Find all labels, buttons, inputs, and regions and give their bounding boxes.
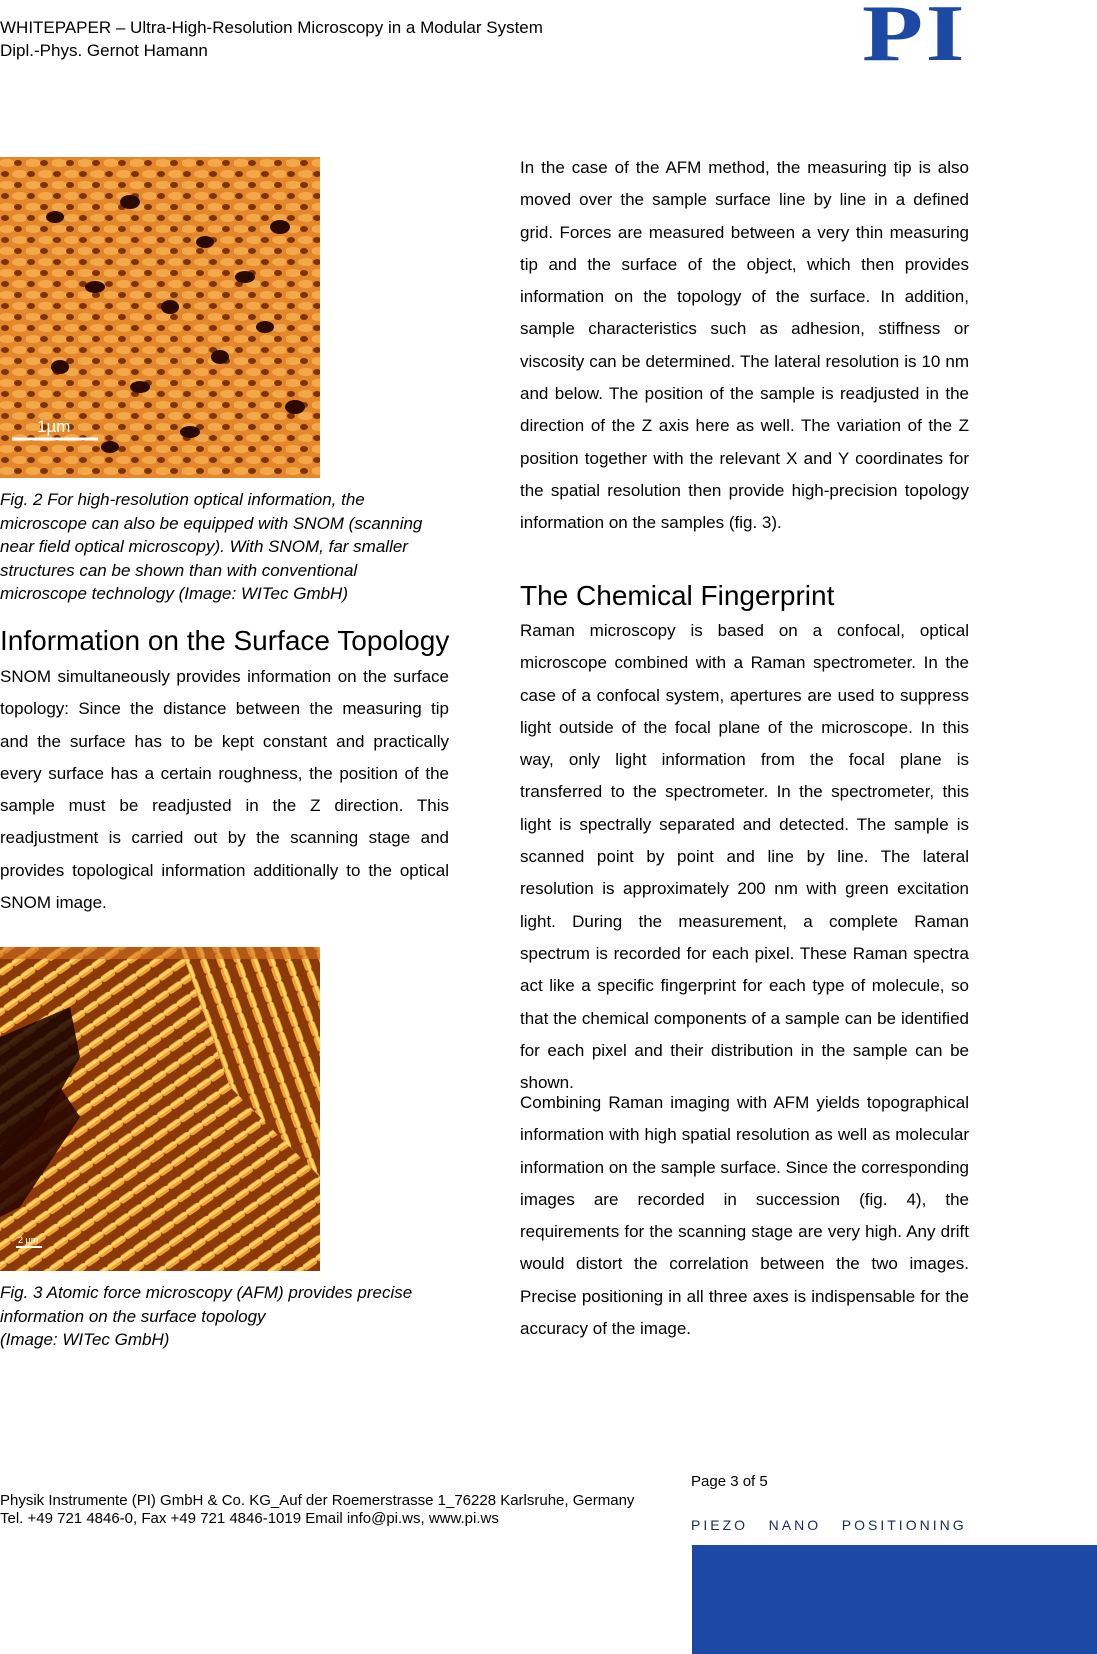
pi-logo: PI	[862, 0, 967, 78]
section-heading-surface-topology: Information on the Surface Topology	[0, 625, 450, 656]
figure-2-caption: Fig. 2 For high-resolution optical information, the microscope can also be equipped with SNOM (scanning near field optical microscopy). With SNOM, far smaller structures can be shown than with conventional microscope technology (Image: WITec GmbH)	[0, 490, 423, 603]
section-heading-chemical-fingerprint: The Chemical Fingerprint	[520, 580, 835, 611]
surface-topology-paragraph: SNOM simultaneously provides information on the surface topology: Since the distance between the measuring tip and the surface has to be kept constant and practically every surface has a certain roughness, the position of the sample must be readjusted in the Z direction. This readjustment is carried out by the scanning stage and provides topological information additionally to the optical SNOM image.	[0, 667, 449, 913]
figure-3-scale-label: 2 µm	[18, 1235, 39, 1245]
figure-3-caption: Fig. 3 Atomic force microscopy (AFM) provides precise information on the surface topology (Image: WITec GmbH)	[0, 1283, 413, 1349]
footer-contact: Tel. +49 721 4846-0, Fax +49 721 4846-1019 Email info@pi.ws, www.pi.ws	[0, 1510, 499, 1527]
header-title: WHITEPAPER – Ultra-High-Resolution Microscopy in a Modular System	[0, 18, 543, 37]
figure-3-afm-image	[0, 947, 320, 1271]
page-number: Page 3 of 5	[691, 1473, 768, 1490]
afm-method-paragraph: In the case of the AFM method, the measuring tip is also moved over the sample surface line by line in a defined grid. Forces are measured between a very thin measuring tip and the surface of the object, which then provides information on the topology of the surface. In addition, sample characteristics such as adhesion, stiffness or viscosity can be determined. The lateral resolution is 10 nm and below. The position of the sample is readjusted in the direction of the Z axis here as well. The variation of the Z position together with the relevant X and Y coordinates for the spatial resolution then provide high-precision topology information on the samples (fig. 3).	[520, 158, 969, 533]
footer-tagline: PIEZO NANO POSITIONING	[691, 1517, 967, 1533]
header-author: Dipl.-Phys. Gernot Hamann	[0, 41, 208, 60]
figure-2-scale-label: 1µm	[37, 417, 71, 436]
footer-brand-bar	[692, 1545, 1097, 1654]
combining-paragraph: Combining Raman imaging with AFM yields topographical information with high spatial resolution as well as molecular information on the sample surface. Since the corresponding images are recorded in succession (fig. 4), the requirements for the scanning stage are very high. Any drift would distort the correlation between the two images. Precise positioning in all three axes is indispensable for the accuracy of the image.	[520, 1093, 969, 1339]
raman-paragraph: Raman microscopy is based on a confocal, optical microscope combined with a Raman spectrometer. In the case of a confocal system, apertures are used to suppress light outside of the focal plane of the microscope. In this way, only light information from the focal plane is transferred to the spectrometer. In the spectrometer, this light is spectrally separated and detected. The sample is scanned point by point and line by line. The lateral resolution is approximately 200 nm with green excitation light. During the measurement, a complete Raman spectrum is recorded for each pixel. These Raman spectra act like a specific fingerprint for each type of molecule, so that the chemical components of a sample can be identified for each pixel and their distribution in the sample can be shown.	[520, 621, 969, 1093]
footer-address: Physik Instrumente (PI) GmbH & Co. KG_Auf der Roemerstrasse 1_76228 Karlsruhe, Germany	[0, 1492, 635, 1509]
